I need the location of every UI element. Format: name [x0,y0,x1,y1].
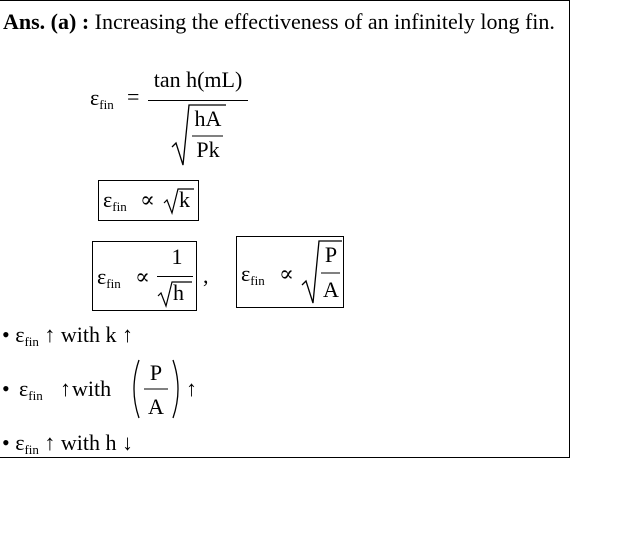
formula-numerator: tan h(mL) [153,67,243,92]
bullet-item-k [2,321,133,352]
separator-comma: , [203,263,209,288]
box2-numerator: 1 [171,244,183,269]
bullet-item-h [2,429,133,460]
box3-lhs: εfin [241,261,265,288]
fin-subscript: fin [24,334,39,349]
up-arrow-icon: ↑ [122,322,134,347]
up-arrow-icon: ↑ [44,430,56,455]
formula-lhs [90,85,114,111]
proportional-sign: ∝ [279,261,294,286]
proportional-sign: ∝ [140,187,155,212]
bullet-text: with k [55,322,117,347]
fraction-bar [148,100,248,101]
bullet-icon: • [2,376,10,401]
down-arrow-icon: ↓ [122,430,134,455]
bullet-text: with h [55,430,117,455]
intro-paragraph [3,7,567,36]
up-arrow-icon: ↑ [186,376,197,401]
box3-denominator: A [323,277,339,302]
boxed-result-k [98,180,199,221]
epsilon-symbol: ε [90,85,100,110]
proportional-sign: ∝ [135,264,150,289]
bullet-icon: • [2,322,10,347]
bullet-text: with [72,376,112,401]
fraction-bar [157,276,193,277]
answer-label: Ans. (a) : [3,9,90,34]
den-bottom: Pk [196,137,220,162]
box2-lhs: εfin [97,264,121,291]
formula-denominator [170,103,226,167]
intro-text: Increasing the effectiveness of an infinitely long fin. [89,9,555,34]
up-arrow-icon: ↑ [60,376,71,401]
bullet-numerator: P [149,360,163,385]
bullet-icon: • [2,430,10,455]
up-arrow-icon: ↑ [44,322,56,347]
fin-subscript: fin [99,97,114,112]
den-top: hA [194,106,222,131]
boxed-result-h [92,241,197,311]
boxed-result-pa [236,236,344,308]
box2-denominator: h [173,280,184,305]
bullet-lhs: εfin [19,376,43,403]
fin-effectiveness-formula [90,67,260,167]
epsilon-symbol: ε [15,430,25,455]
equals-sign: = [127,84,140,109]
box1-value: k [179,187,190,212]
epsilon-symbol: ε [15,322,25,347]
fin-subscript: fin [24,442,39,457]
box3-numerator: P [324,242,338,267]
box1-lhs: εfin [103,187,127,214]
bullet-denominator: A [148,394,164,419]
